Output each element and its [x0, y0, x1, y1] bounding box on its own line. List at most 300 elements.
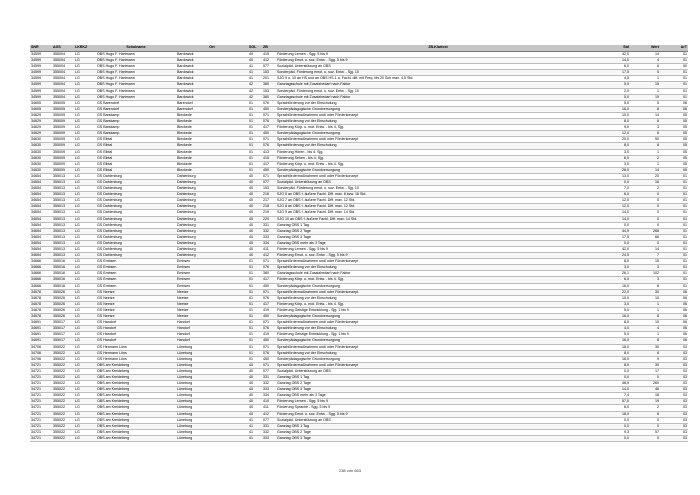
cell-ort: Lüneburg — [176, 387, 248, 393]
cell-zb: 077 — [262, 417, 276, 423]
cell-sgl: 01 — [248, 314, 262, 320]
cell-schulname: OBS Hugo F. Hartmann — [96, 52, 176, 58]
cell-std: 9,3 — [600, 429, 630, 435]
cell-wert: 266 — [630, 228, 660, 234]
cell-snr: 34706 — [30, 344, 52, 350]
cell-art: 05 — [660, 137, 688, 143]
cell-lkrkz: LG — [74, 301, 96, 307]
cell-lkrkz: LG — [74, 356, 96, 362]
cell-zb: 153 — [262, 70, 276, 76]
cell-wert: 0 — [630, 198, 660, 204]
cell-zb-klartext: Ganztag OBS 3 Tage — [276, 234, 600, 240]
cell-std: 0,0 — [600, 240, 630, 246]
cell-lkrkz: LG — [74, 326, 96, 332]
cell-zb: 216 — [262, 192, 276, 198]
cell-lkrkz: LG — [74, 100, 96, 106]
cell-sgl: 40 — [248, 240, 262, 246]
cell-ort: Lüneburg — [176, 362, 248, 368]
cell-ags: 355022 — [52, 387, 74, 393]
cell-zb: 076 — [262, 295, 276, 301]
cell-ort: Embsen — [176, 283, 248, 289]
cell-art: 01 — [660, 247, 688, 253]
cell-zb: 071 — [262, 137, 276, 143]
cell-zb-klartext: SJG 9 u. 10 an HS und an OBS HS-1 a. Fachl. diff. mit Freq. bis 20 Sch max. 4,5 Std. — [276, 76, 600, 82]
cell-zb: 071 — [262, 112, 276, 118]
cell-ags: 355004 — [52, 64, 74, 70]
cell-std: 8,0 — [600, 320, 630, 326]
cell-wert: 9 — [630, 356, 660, 362]
cell-std: 18,0 — [600, 344, 630, 350]
cell-zb: 417 — [262, 161, 276, 167]
cell-snr: 34599 — [30, 52, 52, 58]
cell-art: 01 — [660, 234, 688, 240]
cell-lkrkz: LG — [74, 429, 96, 435]
cell-wert: 14 — [630, 247, 660, 253]
cell-std: 5,0 — [600, 100, 630, 106]
cell-ort: Lüneburg — [176, 374, 248, 380]
cell-lkrkz: LG — [74, 70, 96, 76]
cell-ort: Bleckede — [176, 149, 248, 155]
cell-ort: Dahlenburg — [176, 198, 248, 204]
cell-art: 03 — [660, 399, 688, 405]
cell-art: 05 — [660, 131, 688, 137]
cell-wert: 1 — [630, 88, 660, 94]
cell-wert: 5 — [630, 100, 660, 106]
cell-std: 42,0 — [600, 247, 630, 253]
cell-zb: 218 — [262, 204, 276, 210]
cell-schulname: GS Dahlenburg — [96, 210, 176, 216]
cell-zb-klartext: Sonderpädagogische Grundversorgung — [276, 356, 600, 362]
cell-snr: 34721 — [30, 393, 52, 399]
cell-wert: 5 — [630, 70, 660, 76]
cell-zb-klartext: Ganztagsschule mit Zusatzbedarf nach Faktor — [276, 82, 600, 88]
cell-art: 01 — [660, 277, 688, 283]
cell-zb-klartext: Sozialpäd. Unterstützung an OBS — [276, 179, 600, 185]
cell-lkrkz: LG — [74, 204, 96, 210]
cell-lkrkz: LG — [74, 173, 96, 179]
cell-lkrkz: LG — [74, 161, 96, 167]
cell-ags: 355022 — [52, 435, 74, 441]
cell-snr: 34630 — [30, 155, 52, 161]
cell-ags: 355004 — [52, 94, 74, 100]
cell-ags: 355009 — [52, 137, 74, 143]
cell-schulname: OBS Hugo F. Hartmann — [96, 88, 176, 94]
cell-zb-klartext: Sonderpädagogische Grundversorgung — [276, 131, 600, 137]
cell-schulname: OBS am Kreideberg — [96, 387, 176, 393]
cell-schulname: GS Barskamp — [96, 125, 176, 131]
header-sgl: SGL — [248, 45, 262, 52]
cell-ags: 355009 — [52, 143, 74, 149]
cell-ags: 355005 — [52, 100, 74, 106]
cell-snr: 34654 — [30, 228, 52, 234]
cell-art: 01 — [660, 222, 688, 228]
cell-sgl: 40 — [248, 405, 262, 411]
cell-ags: 355017 — [52, 332, 74, 338]
cell-art: 01 — [660, 228, 688, 234]
cell-std: 7,0 — [600, 186, 630, 192]
cell-zb-klartext: Sprachfördermaßnahmen und/ oder Förderkonzept — [276, 320, 600, 326]
cell-ort: Bleckede — [176, 119, 248, 125]
cell-ort: Embsen — [176, 265, 248, 271]
cell-lkrkz: LG — [74, 338, 96, 344]
cell-wert: 4 — [630, 58, 660, 64]
cell-art: 01 — [660, 216, 688, 222]
cell-zb-klartext: Sprachförderung vor der Einschulung — [276, 350, 600, 356]
cell-art: 01 — [660, 259, 688, 265]
cell-sgl: 01 — [248, 125, 262, 131]
cell-art: 03 — [660, 381, 688, 387]
cell-lkrkz: LG — [74, 435, 96, 441]
cell-lkrkz: LG — [74, 76, 96, 82]
cell-lkrkz: LG — [74, 332, 96, 338]
cell-ags: 355005 — [52, 106, 74, 112]
cell-ort: Lüneburg — [176, 435, 248, 441]
cell-ags: 355009 — [52, 149, 74, 155]
cell-zb: 076 — [262, 119, 276, 125]
cell-zb: 417 — [262, 277, 276, 283]
cell-zb: 331 — [262, 374, 276, 380]
cell-wert: 1 — [630, 332, 660, 338]
cell-std: 16,0 — [600, 283, 630, 289]
cell-sgl: 40 — [248, 368, 262, 374]
cell-zb: 450 — [262, 106, 276, 112]
cell-ort: Bardowick — [176, 76, 248, 82]
cell-zb-klartext: Sonderpädagogische Grundversorgung — [276, 338, 600, 344]
cell-sgl: 01 — [248, 100, 262, 106]
cell-lkrkz: LG — [74, 265, 96, 271]
cell-std: 4,0 — [600, 326, 630, 332]
cell-wert: 1 — [630, 161, 660, 167]
cell-zb-klartext: Sprachförderung vor der Einschulung — [276, 265, 600, 271]
cell-wert: 46 — [630, 387, 660, 393]
cell-wert: 15 — [630, 259, 660, 265]
cell-ort: Bleckede — [176, 143, 248, 149]
cell-wert: 0 — [630, 417, 660, 423]
cell-schulname: OBS am Kreideberg — [96, 393, 176, 399]
cell-lkrkz: LG — [74, 259, 96, 265]
cell-schulname: GS Barskamp — [96, 119, 176, 125]
cell-ort: Bardowick — [176, 82, 248, 88]
cell-art: 01 — [660, 198, 688, 204]
cell-zb: 419 — [262, 332, 276, 338]
cell-lkrkz: LG — [74, 240, 96, 246]
cell-std: 13,0 — [600, 173, 630, 179]
cell-ags: 355013 — [52, 222, 74, 228]
cell-ags: 355004 — [52, 70, 74, 76]
cell-ort: Dahlenburg — [176, 253, 248, 259]
cell-ort: Bleckede — [176, 137, 248, 143]
cell-zb-klartext: SJG 8 an OBS f. äußere Fachl. Diff. max. 12 Std. — [276, 204, 600, 210]
cell-snr: 34691 — [30, 320, 52, 326]
cell-sgl: 40 — [248, 186, 262, 192]
cell-sgl: 42 — [248, 88, 262, 94]
cell-lkrkz: LG — [74, 393, 96, 399]
cell-ort: Embsen — [176, 271, 248, 277]
cell-ags: 355017 — [52, 338, 74, 344]
cell-wert: 30 — [630, 362, 660, 368]
cell-lkrkz: LG — [74, 253, 96, 259]
cell-sgl: 01 — [248, 301, 262, 307]
cell-lkrkz: LG — [74, 423, 96, 429]
cell-ags: 355009 — [52, 167, 74, 173]
cell-art: 01 — [660, 179, 688, 185]
cell-zb: 411 — [262, 405, 276, 411]
cell-zb: 332 — [262, 381, 276, 387]
cell-ags: 355009 — [52, 125, 74, 131]
cell-art: 06 — [660, 320, 688, 326]
cell-sgl: 41 — [248, 423, 262, 429]
cell-std: 0,0 — [600, 423, 630, 429]
cell-art: 06 — [660, 307, 688, 313]
cell-schulname: OBS am Kreideberg — [96, 405, 176, 411]
cell-schulname: OBS am Kreideberg — [96, 368, 176, 374]
cell-snr: 34678 — [30, 301, 52, 307]
cell-ort: Dahlenburg — [176, 222, 248, 228]
cell-std: 3,0 — [600, 265, 630, 271]
cell-zb-klartext: Ganztag OBS 1 Tag — [276, 222, 600, 228]
cell-schulname: GS Elbtal — [96, 161, 176, 167]
cell-lkrkz: LG — [74, 192, 96, 198]
cell-snr: 34599 — [30, 64, 52, 70]
cell-snr: 34678 — [30, 314, 52, 320]
cell-lkrkz: LG — [74, 283, 96, 289]
cell-std: 12,0 — [600, 198, 630, 204]
cell-schulname: GS Embsen — [96, 271, 176, 277]
cell-wert: 50 — [630, 137, 660, 143]
cell-snr: 34630 — [30, 143, 52, 149]
cell-lkrkz: LG — [74, 210, 96, 216]
cell-zb: 071 — [262, 362, 276, 368]
cell-sgl: 41 — [248, 76, 262, 82]
cell-ort: Neetze — [176, 301, 248, 307]
cell-ort: Bleckede — [176, 112, 248, 118]
cell-std: 5,0 — [600, 94, 630, 100]
cell-schulname: GS Dahlenburg — [96, 240, 176, 246]
cell-lkrkz: LG — [74, 295, 96, 301]
cell-art: 01 — [660, 88, 688, 94]
header-snr: SNR — [30, 45, 52, 52]
cell-wert: 1 — [630, 307, 660, 313]
cell-schulname: OBS am Kreideberg — [96, 411, 176, 417]
cell-ort: Lüneburg — [176, 350, 248, 356]
cell-snr: 34721 — [30, 368, 52, 374]
cell-std: 12,0 — [600, 204, 630, 210]
cell-schulname: OBS am Kreideberg — [96, 429, 176, 435]
cell-wert: 15 — [630, 82, 660, 88]
cell-wert: 10 — [630, 320, 660, 326]
cell-zb-klartext: Sozialpäd. Unterstützung an OBS — [276, 64, 600, 70]
cell-art: 06 — [660, 106, 688, 112]
cell-ort: Neetze — [176, 314, 248, 320]
cell-schulname: GS Neetze — [96, 295, 176, 301]
cell-art: 03 — [660, 411, 688, 417]
cell-schulname: GS Handorf — [96, 326, 176, 332]
cell-zb: 333 — [262, 234, 276, 240]
cell-schulname: OBS am Kreideberg — [96, 399, 176, 405]
cell-wert: 30 — [630, 289, 660, 295]
cell-wert: 14 — [630, 112, 660, 118]
cell-sgl: 41 — [248, 429, 262, 435]
cell-wert: 3 — [630, 265, 660, 271]
cell-snr: 34630 — [30, 167, 52, 173]
cell-zb-klartext: Förderung Körp. u. mot. Entw. - bis 4. Sjg. — [276, 301, 600, 307]
cell-wert: 0 — [630, 423, 660, 429]
cell-std: 9,0 — [600, 125, 630, 131]
cell-schulname: GS Embsen — [96, 259, 176, 265]
cell-schulname: GS Dahlenburg — [96, 186, 176, 192]
cell-ags: 355009 — [52, 119, 74, 125]
cell-art: 03 — [660, 435, 688, 441]
cell-lkrkz: LG — [74, 112, 96, 118]
cell-snr: 34721 — [30, 399, 52, 405]
cell-schulname: GS Neetze — [96, 307, 176, 313]
cell-lkrkz: LG — [74, 405, 96, 411]
cell-sgl: 01 — [248, 283, 262, 289]
cell-wert: 2 — [630, 186, 660, 192]
cell-lkrkz: LG — [74, 368, 96, 374]
cell-zb-klartext: Sprachfördermaßnahmen und/ oder Förderkonzept — [276, 137, 600, 143]
cell-ort: Dahlenburg — [176, 234, 248, 240]
cell-lkrkz: LG — [74, 411, 96, 417]
cell-ags: 355016 — [52, 265, 74, 271]
cell-std: 5,0 — [600, 307, 630, 313]
header-ags: AGS — [52, 45, 74, 52]
cell-wert: 8 — [630, 350, 660, 356]
cell-ort: Lüneburg — [176, 429, 248, 435]
cell-snr: 34654 — [30, 210, 52, 216]
cell-snr: 34599 — [30, 70, 52, 76]
cell-zb: 380 — [262, 271, 276, 277]
cell-ags: 355022 — [52, 368, 74, 374]
cell-art: 05 — [660, 143, 688, 149]
cell-wert: 8 — [630, 338, 660, 344]
cell-ags: 355022 — [52, 423, 74, 429]
cell-sgl: 01 — [248, 106, 262, 112]
cell-sgl: 01 — [248, 149, 262, 155]
cell-snr: 34654 — [30, 192, 52, 198]
cell-zb: 071 — [262, 173, 276, 179]
cell-std: 14,0 — [600, 216, 630, 222]
table-body — [30, 52, 688, 442]
cell-zb-klartext: Ganztag OBS 1 Tag — [276, 423, 600, 429]
cell-ort: Bleckede — [176, 131, 248, 137]
cell-art: 06 — [660, 326, 688, 332]
cell-zb-klartext: Ganztag OBS 3 Tage — [276, 387, 600, 393]
cell-zb: 333 — [262, 387, 276, 393]
cell-ags: 355017 — [52, 326, 74, 332]
cell-std: 6,0 — [600, 64, 630, 70]
cell-lkrkz: LG — [74, 362, 96, 368]
cell-lkrkz: LG — [74, 271, 96, 277]
cell-ags: 355013 — [52, 216, 74, 222]
cell-ags: 355022 — [52, 417, 74, 423]
cell-schulname: OBS Hugo F. Hartmann — [96, 58, 176, 64]
cell-art: 01 — [660, 265, 688, 271]
cell-std: 3,0 — [600, 149, 630, 155]
cell-ags: 355004 — [52, 52, 74, 58]
cell-zb: 077 — [262, 64, 276, 70]
cell-schulname: GS Dahlenburg — [96, 222, 176, 228]
cell-sgl: 40 — [248, 192, 262, 198]
page-number: 238 von 653 — [338, 468, 362, 473]
cell-lkrkz: LG — [74, 179, 96, 185]
cell-snr: 34629 — [30, 131, 52, 137]
cell-snr: 34691 — [30, 338, 52, 344]
cell-snr: 34691 — [30, 332, 52, 338]
cell-wert: 15 — [630, 94, 660, 100]
cell-schulname: GS Elbtal — [96, 155, 176, 161]
cell-art: 01 — [660, 210, 688, 216]
cell-std: 5,0 — [600, 82, 630, 88]
cell-art: 03 — [660, 417, 688, 423]
cell-ort: Dahlenburg — [176, 173, 248, 179]
cell-sgl: 01 — [248, 131, 262, 137]
cell-ort: Dahlenburg — [176, 179, 248, 185]
cell-zb-klartext: Ganztagsschule mit Zusatzbedarf nach Faktor — [276, 94, 600, 100]
cell-ags: 355009 — [52, 112, 74, 118]
cell-zb: 071 — [262, 259, 276, 265]
cell-zb-klartext: Ganztag OBS 2 Tage — [276, 381, 600, 387]
cell-ort: Lüneburg — [176, 393, 248, 399]
cell-snr: 34721 — [30, 374, 52, 380]
cell-zb: 410 — [262, 399, 276, 405]
cell-zb-klartext: Sonderpädagogische Grundversorgung — [276, 167, 600, 173]
cell-snr: 34599 — [30, 76, 52, 82]
cell-sgl: 01 — [248, 277, 262, 283]
cell-schulname: GS Neetze — [96, 289, 176, 295]
cell-art: 01 — [660, 52, 688, 58]
cell-lkrkz: LG — [74, 247, 96, 253]
cell-zb-klartext: Sonderpäd. Förderung emot. u. soz. Entw. - Sjg. 10 — [276, 88, 600, 94]
cell-wert: 2 — [630, 155, 660, 161]
cell-zb: 417 — [262, 301, 276, 307]
cell-schulname: GS Elbtal — [96, 167, 176, 173]
cell-ort: Lüneburg — [176, 399, 248, 405]
cell-lkrkz: LG — [74, 94, 96, 100]
cell-zb: 417 — [262, 125, 276, 131]
cell-zb-klartext: SJG 9 an OBS f. äußere Fachl. Diff. max. 14 Std. — [276, 210, 600, 216]
cell-ags: 355022 — [52, 393, 74, 399]
cell-std: 24,5 — [600, 253, 630, 259]
cell-std: 42,0 — [600, 52, 630, 58]
cell-lkrkz: LG — [74, 344, 96, 350]
cell-sgl: 01 — [248, 295, 262, 301]
cell-schulname: GS Dahlenburg — [96, 204, 176, 210]
cell-lkrkz: LG — [74, 417, 96, 423]
cell-sgl: 01 — [248, 137, 262, 143]
cell-zb-klartext: SJG 10 an OBS f. äußere Fachl. Diff. max. 14 Std. — [276, 216, 600, 222]
cell-ort: Bleckede — [176, 155, 248, 161]
cell-snr: 34599 — [30, 58, 52, 64]
cell-zb: 331 — [262, 222, 276, 228]
cell-wert: 16 — [630, 179, 660, 185]
cell-wert: 1 — [630, 301, 660, 307]
cell-snr: 34654 — [30, 222, 52, 228]
cell-wert: 8 — [630, 143, 660, 149]
cell-zb-klartext: Sonderpädagogische Grundversorgung — [276, 106, 600, 112]
cell-sgl: 01 — [248, 167, 262, 173]
cell-schulname: GS Dahlenburg — [96, 247, 176, 253]
cell-art: 03 — [660, 356, 688, 362]
cell-snr: 34630 — [30, 137, 52, 143]
cell-zb: 076 — [262, 326, 276, 332]
cell-schulname: GS Dahlenburg — [96, 192, 176, 198]
cell-snr: 34691 — [30, 326, 52, 332]
cell-ags: 355013 — [52, 186, 74, 192]
cell-sgl: 01 — [248, 338, 262, 344]
cell-std: 26,1 — [600, 271, 630, 277]
cell-art: 01 — [660, 283, 688, 289]
